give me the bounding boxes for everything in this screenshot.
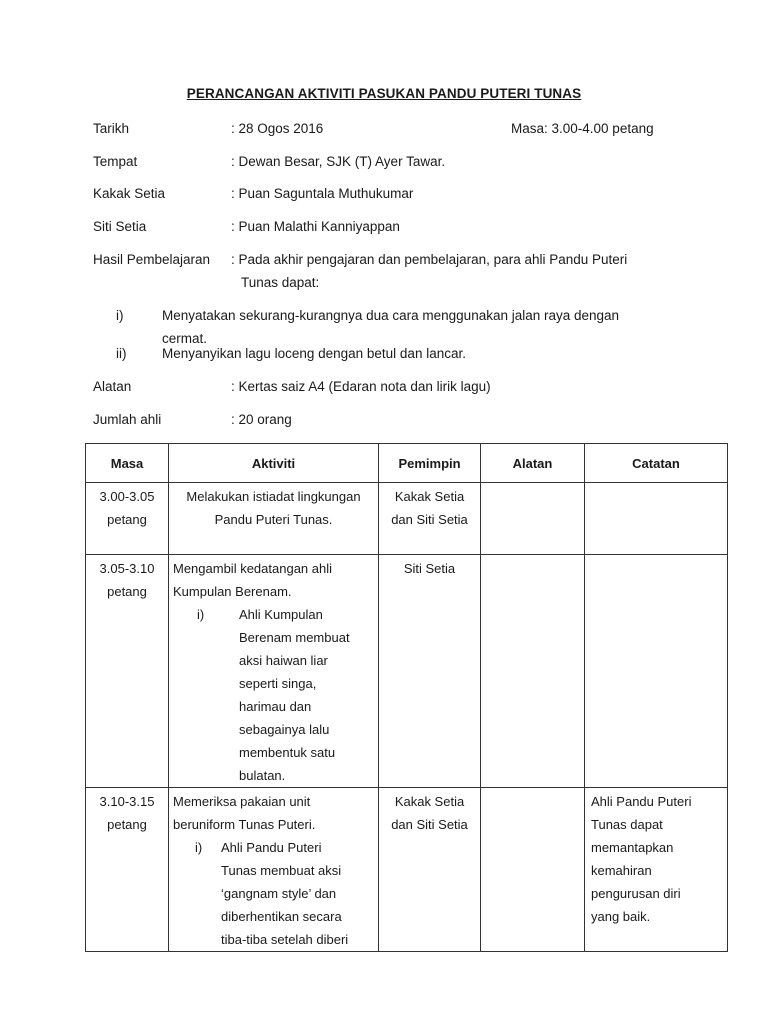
- masa-value: Masa: 3.00-4.00 petang: [511, 121, 654, 136]
- activity-table: [85, 443, 728, 952]
- header-masa: Masa: [86, 444, 169, 483]
- masa-line: petang: [107, 817, 147, 832]
- aktiviti-line: Kumpulan Berenam.: [173, 584, 292, 599]
- masa-line: 3.05-3.10: [99, 561, 155, 576]
- cell-masa: [86, 555, 169, 788]
- aktiviti-sub-item: [173, 603, 374, 787]
- tarikh-value: : 28 Ogos 2016: [231, 121, 324, 136]
- sub-item-line: membentuk satu: [239, 745, 336, 760]
- siti-setia-label: Siti Setia: [93, 219, 147, 234]
- hasil-value: : Pada akhir pengajaran dan pembelajaran, para ahli Pandu Puteri: [231, 252, 628, 267]
- cell-aktiviti: [169, 555, 379, 788]
- header-alatan: Alatan: [481, 444, 585, 483]
- tempat-value: : Dewan Besar, SJK (T) Ayer Tawar.: [231, 154, 446, 169]
- cell-alatan: [481, 483, 585, 555]
- pemimpin-line: dan Siti Setia: [391, 512, 468, 527]
- cell-masa: [86, 788, 169, 952]
- alatan-text: [481, 483, 584, 485]
- cell-masa: [86, 483, 169, 555]
- sub-item-line: Tunas membuat aksi: [221, 863, 342, 878]
- header-aktiviti: Aktiviti: [169, 444, 379, 483]
- catatan-line: Tunas dapat: [591, 817, 663, 832]
- jumlah-ahli-value: : 20 orang: [231, 412, 292, 427]
- hasil-value-continued: Tunas dapat:: [241, 275, 320, 290]
- sub-item-line: Ahli Kumpulan: [239, 607, 323, 622]
- cell-alatan: [481, 555, 585, 788]
- siti-setia-value: : Puan Malathi Kanniyappan: [231, 219, 400, 234]
- catatan-line: memantapkan: [591, 840, 674, 855]
- masa-line: petang: [107, 512, 147, 527]
- objective-number: i): [116, 308, 124, 323]
- objective-text: Menyanyikan lagu loceng dengan betul dan lancar.: [162, 346, 466, 361]
- pemimpin-line: Siti Setia: [403, 561, 456, 576]
- masa-line: 3.10-3.15: [99, 794, 155, 809]
- alatan-label: Alatan: [93, 379, 132, 394]
- aktiviti-line: beruniform Tunas Puteri.: [173, 817, 316, 832]
- catatan-line: Ahli Pandu Puteri: [591, 794, 692, 809]
- cell-alatan: [481, 788, 585, 952]
- catatan-line: pengurusan diri: [591, 886, 681, 901]
- sub-item-line: tiba-tiba setelah diberi: [221, 932, 349, 947]
- cell-aktiviti: [169, 483, 379, 555]
- kakak-setia-value: : Puan Saguntala Muthukumar: [231, 186, 414, 201]
- table-row: [86, 483, 728, 555]
- pemimpin-line: Kakak Setia: [394, 489, 465, 504]
- cell-catatan: [585, 555, 728, 788]
- sub-item-line: Berenam membuat: [239, 630, 350, 645]
- catatan-line: kemahiran: [591, 863, 652, 878]
- sub-item-line: bulatan.: [239, 768, 286, 783]
- aktiviti-line: Pandu Puteri Tunas.: [214, 512, 333, 527]
- aktiviti-sub-item: [173, 836, 374, 951]
- sub-item-line: aksi haiwan liar: [239, 653, 328, 668]
- jumlah-ahli-label: Jumlah ahli: [93, 412, 162, 427]
- masa-line: petang: [107, 584, 147, 599]
- aktiviti-line: Melakukan istiadat lingkungan: [186, 489, 361, 504]
- kakak-setia-label: Kakak Setia: [93, 186, 166, 201]
- cell-aktiviti: [169, 788, 379, 952]
- cell-catatan: [585, 483, 728, 555]
- sub-item-line: Ahli Pandu Puteri: [221, 840, 322, 855]
- document-title: PERANCANGAN AKTIVITI PASUKAN PANDU PUTERI TUNAS: [186, 86, 582, 101]
- aktiviti-line: Memeriksa pakaian unit: [173, 794, 311, 809]
- cell-pemimpin: [379, 483, 481, 555]
- header-catatan: Catatan: [585, 444, 728, 483]
- sub-item-line: sebagainya lalu: [239, 722, 330, 737]
- aktiviti-line: Mengambil kedatangan ahli: [173, 561, 332, 576]
- alatan-value: : Kertas saiz A4 (Edaran nota dan lirik lagu): [231, 379, 491, 394]
- table-row: [86, 555, 728, 788]
- objective-text-continued: cermat.: [162, 331, 208, 346]
- sub-item-line: ‘gangnam style’ dan: [221, 886, 337, 901]
- cell-pemimpin: [379, 788, 481, 952]
- tempat-label: Tempat: [93, 154, 138, 169]
- objective-number: ii): [116, 346, 127, 361]
- alatan-text: [481, 555, 584, 557]
- alatan-text: [481, 788, 584, 790]
- table-header-row: [86, 444, 728, 483]
- table-row: [86, 788, 728, 952]
- objective-text: Menyatakan sekurang-kurangnya dua cara menggunakan jalan raya dengan: [162, 308, 620, 323]
- sub-item-number: i): [197, 607, 205, 622]
- cell-pemimpin: [379, 555, 481, 788]
- sub-item-line: harimau dan: [239, 699, 312, 714]
- sub-item-number: i): [195, 840, 203, 855]
- sub-item-line: diberhentikan secara: [221, 909, 342, 924]
- pemimpin-line: Kakak Setia: [394, 794, 465, 809]
- cell-catatan: [585, 788, 728, 952]
- header-pemimpin: Pemimpin: [379, 444, 481, 483]
- masa-line: 3.00-3.05: [99, 489, 155, 504]
- pemimpin-line: dan Siti Setia: [391, 817, 468, 832]
- tarikh-label: Tarikh: [93, 121, 130, 136]
- catatan-line: yang baik.: [591, 909, 651, 924]
- sub-item-line: seperti singa,: [239, 676, 317, 691]
- hasil-label: Hasil Pembelajaran: [93, 252, 211, 267]
